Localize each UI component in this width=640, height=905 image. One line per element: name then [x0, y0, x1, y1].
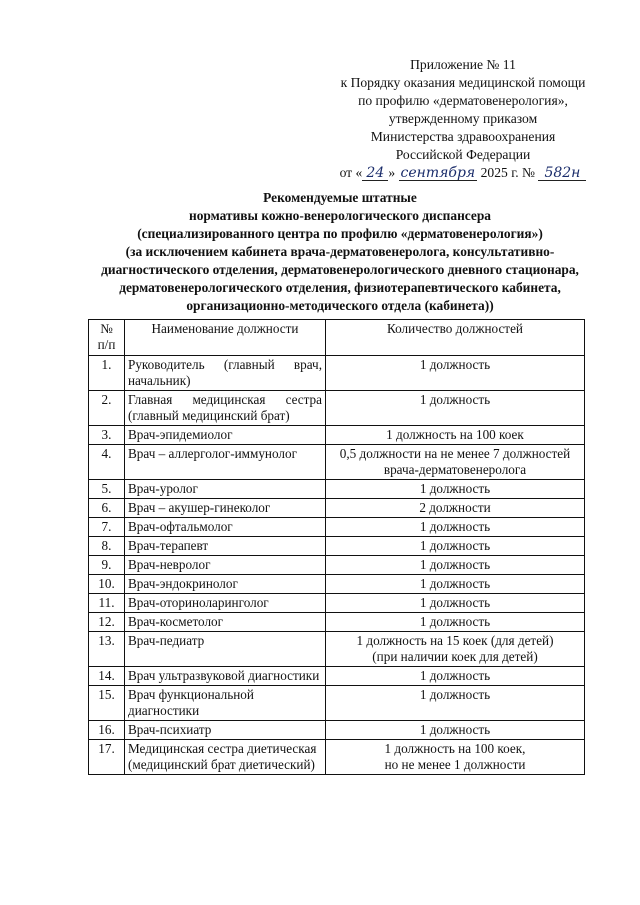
table-row	[89, 667, 585, 686]
table-row	[89, 740, 585, 775]
table-row	[89, 537, 585, 556]
staff-table	[88, 319, 585, 775]
row-quantity	[326, 518, 585, 537]
appendix-line: к Порядку оказания медицинской помощи	[340, 75, 586, 90]
row-quantity	[326, 594, 585, 613]
row-number: 15.	[89, 686, 125, 721]
header-number-abbr: п/п	[97, 337, 116, 352]
quantity-line: 1 должность на 100 коек,	[384, 741, 526, 756]
quantity-line: 0,5 должности на не менее 7 должностей	[339, 446, 571, 461]
row-position-name: Врач-оториноларинголог	[125, 594, 326, 613]
quantity-line: 1 должность	[419, 557, 491, 572]
row-number: 9.	[89, 556, 125, 575]
quantity-line: 1 должность	[419, 614, 491, 629]
table-row	[89, 686, 585, 721]
row-position-name: Врач-эндокринолог	[125, 575, 326, 594]
row-quantity	[326, 356, 585, 391]
date-prefix: от «	[339, 165, 363, 180]
title-line: нормативы кожно-венерологического диспансера	[188, 208, 492, 223]
table-row	[89, 356, 585, 391]
row-number: 16.	[89, 721, 125, 740]
row-number: 14.	[89, 667, 125, 686]
table-row	[89, 499, 585, 518]
quantity-line: (при наличии коек для детей)	[372, 649, 538, 664]
row-position-name: Врач ультразвуковой диагностики	[125, 667, 326, 686]
table-row	[89, 721, 585, 740]
row-position-name: Врач – акушер-гинеколог	[125, 499, 326, 518]
row-quantity	[326, 740, 585, 775]
row-position-name: Врач-невролог	[125, 556, 326, 575]
table-row	[89, 426, 585, 445]
quantity-line: 1 должность на 15 коек (для детей)	[356, 633, 554, 648]
quantity-line: 1 должность	[419, 357, 491, 372]
row-number: 11.	[89, 594, 125, 613]
row-quantity	[326, 667, 585, 686]
quantity-line: 1 должность на 100 коек	[386, 427, 524, 442]
row-position-name: Врач-косметолог	[125, 613, 326, 632]
row-quantity	[326, 721, 585, 740]
appendix-line: Российской Федерации	[395, 147, 531, 162]
row-position-name: Врач – аллерголог-иммунолог	[125, 445, 326, 480]
row-position-name: Главная медицинская сестра (главный медицинский брат)	[125, 391, 326, 426]
row-quantity	[326, 391, 585, 426]
row-position-name: Врач-терапевт	[125, 537, 326, 556]
table-row	[89, 613, 585, 632]
table-row	[89, 480, 585, 499]
row-quantity	[326, 556, 585, 575]
row-quantity	[326, 426, 585, 445]
row-quantity	[326, 613, 585, 632]
row-quantity	[326, 686, 585, 721]
row-position-name: Врач-психиатр	[125, 721, 326, 740]
row-quantity	[326, 445, 585, 480]
row-number: 6.	[89, 499, 125, 518]
handwritten-order-number: 582н	[538, 166, 586, 181]
order-date-line	[318, 164, 608, 182]
appendix-line: Министерства здравоохранения	[370, 129, 556, 144]
row-number: 2.	[89, 391, 125, 426]
row-number: 10.	[89, 575, 125, 594]
table-row	[89, 518, 585, 537]
table-row	[89, 556, 585, 575]
row-number: 7.	[89, 518, 125, 537]
table-row	[89, 445, 585, 480]
quantity-line: 1 должность	[419, 519, 491, 534]
row-quantity	[326, 632, 585, 667]
row-position-name: Врач-эпидемиолог	[125, 426, 326, 445]
table-row	[89, 575, 585, 594]
document-title	[60, 189, 620, 315]
appendix-line: по профилю «дерматовенерология»,	[358, 93, 568, 108]
row-quantity	[326, 575, 585, 594]
date-close: »	[388, 165, 396, 180]
table-row	[89, 632, 585, 667]
title-line: (за исключением кабинета врача-дерматовенеролога, консультативно-	[125, 244, 555, 259]
handwritten-day: 24	[362, 166, 388, 181]
quantity-line: 1 должность	[419, 481, 491, 496]
row-position-name: Врач функциональной диагностики	[125, 686, 326, 721]
row-number: 8.	[89, 537, 125, 556]
row-position-name: Врач-уролог	[125, 480, 326, 499]
handwritten-month: сентября	[400, 165, 476, 181]
date-year: 2025 г. №	[480, 165, 536, 180]
row-position-name: Врач-офтальмолог	[125, 518, 326, 537]
table-row	[89, 391, 585, 426]
table-header-row	[89, 320, 585, 356]
row-number: 1.	[89, 356, 125, 391]
appendix-number: Приложение № 11	[410, 57, 516, 72]
row-number: 5.	[89, 480, 125, 499]
quantity-line: 1 должность	[419, 687, 491, 702]
quantity-line: 1 должность	[419, 668, 491, 683]
title-line: (специализированного центра по профилю «дерматовенерология»)	[137, 226, 543, 241]
quantity-line: 1 должность	[419, 722, 491, 737]
row-number: 12.	[89, 613, 125, 632]
title-line: диагностического отделения, дерматовенерологического дневного стационара,	[101, 262, 579, 277]
row-quantity	[326, 499, 585, 518]
header-quantity: Количество должностей	[326, 320, 585, 356]
appendix-line: утвержденному приказом	[388, 111, 538, 126]
row-number: 3.	[89, 426, 125, 445]
row-quantity	[326, 537, 585, 556]
row-number: 17.	[89, 740, 125, 775]
quantity-line: 1 должность	[419, 538, 491, 553]
quantity-line: 1 должность	[419, 576, 491, 591]
table-row	[89, 594, 585, 613]
row-position-name: Руководитель (главный врач, начальник)	[125, 356, 326, 391]
row-position-name: Медицинская сестра диетическая (медицинский брат диетический)	[125, 740, 326, 775]
row-number: 13.	[89, 632, 125, 667]
quantity-line: но не менее 1 должности	[384, 757, 526, 772]
row-position-name: Врач-педиатр	[125, 632, 326, 667]
appendix-block	[318, 56, 608, 182]
title-line: Рекомендуемые штатные	[263, 190, 417, 205]
row-quantity	[326, 480, 585, 499]
header-position-name: Наименование должности	[125, 320, 326, 356]
quantity-line: врача-дерматовенеролога	[383, 462, 527, 477]
header-number-sign: №	[100, 321, 113, 336]
title-line: организационно-методического отдела (кабинета))	[186, 298, 494, 313]
header-number	[89, 320, 125, 356]
title-line: дерматовенерологического отделения, физиотерапевтического кабинета,	[119, 280, 561, 295]
quantity-line: 2 должности	[419, 500, 491, 515]
quantity-line: 1 должность	[419, 392, 491, 407]
row-number: 4.	[89, 445, 125, 480]
quantity-line: 1 должность	[419, 595, 491, 610]
table-body	[89, 356, 585, 775]
